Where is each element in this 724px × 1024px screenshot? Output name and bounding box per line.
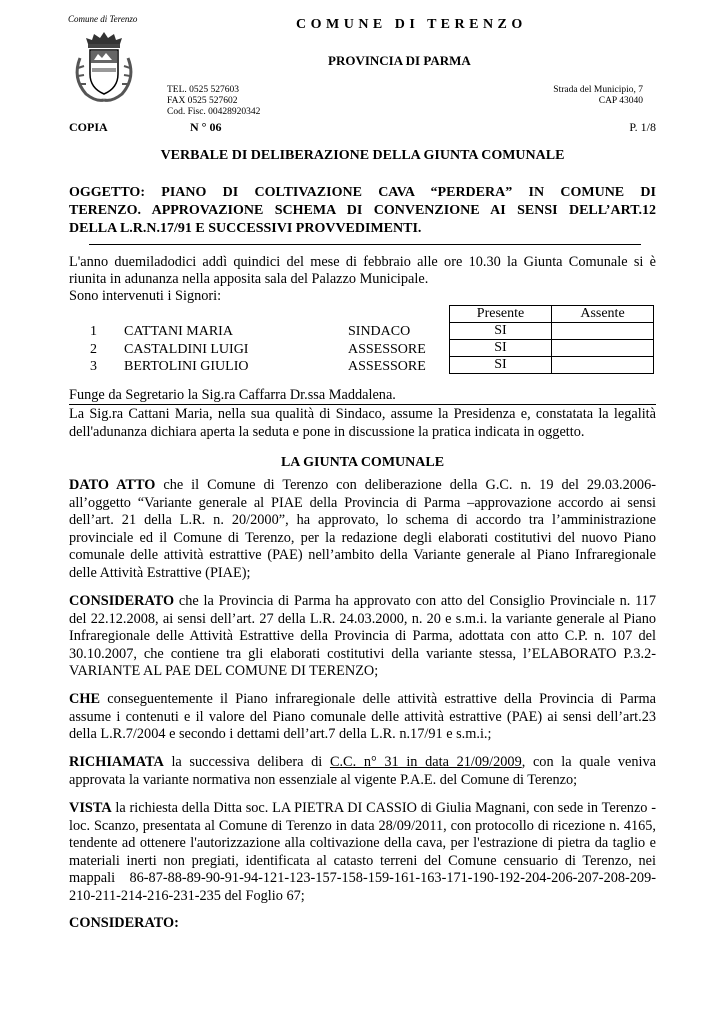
segretario-line: Funge da Segretario la Sig.ra Caffarra Dr.ssa Maddalena. xyxy=(69,387,396,403)
crest-script-label: Comune di Terenzo xyxy=(68,14,138,24)
member-3-presente: SI xyxy=(450,357,552,374)
member-2-assente xyxy=(552,340,654,357)
col-assente-header: Assente xyxy=(552,306,654,323)
paragraph-che xyxy=(69,691,656,744)
oggetto-line-1: OGGETTO: PIANO DI COLTIVAZIONE CAVA “PERDERA” IN COMUNE DI xyxy=(69,185,656,200)
delibera-number: N ° 06 xyxy=(190,120,222,134)
member-3-name: BERTOLINI GIULIO xyxy=(124,359,249,374)
member-3-role: ASSESSORE xyxy=(348,359,426,374)
intro-line-3: Sono intervenuti i Signori: xyxy=(69,288,222,304)
provincia-title: PROVINCIA DI PARMA xyxy=(328,53,471,68)
member-1-assente xyxy=(552,323,654,340)
member-2-role: ASSESSORE xyxy=(348,342,426,357)
che-text: conseguentemente il Piano infraregionale delle attività estrattive della Provincia di Parma assume i contenuti e il valore del Piano comunale delle attività estrattive (PAE) ai sensi dell’art.23 della L.R.7/2004 e secondo i dettami dell’art.7 della L.R. n.17/91 e s.m.i.; xyxy=(69,691,656,742)
intro-line-1: L'anno duemiladodici addì quindici del mese di febbraio alle ore 10.30 la Giunta Comunale si è xyxy=(69,254,656,270)
considerato-text: che la Provincia di Parma ha approvato con atto del Consiglio Provinciale n. 117 del 22.12.2008, ai sensi dell’art. 27 della L.R. 24.03.2000, n. 20 e s.m.i. la variante generale al Piano Infraregionale delle Attività Estrattive della Provincia di Parma, adottata con atto C.P. n. 107 del 30.10.2007, che contiene tra gli elaborati costitutivi della variante stessa, l’ELABORATO P.3.2-VARIANTE AL PAE DEL COMUNE DI TERENZO; xyxy=(69,593,656,679)
richiamata-pre: la successiva delibera di xyxy=(163,754,330,770)
che-lead: CHE xyxy=(69,691,100,707)
dato-atto-text: che il Comune di Terenzo con deliberazione della G.C. n. 19 del 29.03.2006-all’oggetto “Variante generale al PIAE della Provincia di Parma –approvazione accordo ai sensi dell’art. 21 della L.R. n. 20/2000”, ha approvato, lo schema di accordo tra l’amministrazione provinciale ed il Comune di Terenzo, per la redazione degli elaborati costitutivi del nuovo Piano comunale delle attività estrattive (PAE) nell’ambito della Variante generale al Piano Infraregionale delle Attività Estrattive (PIAE); xyxy=(69,477,656,581)
considerato-final-lead: CONSIDERATO: xyxy=(69,915,179,931)
member-1-role: SINDACO xyxy=(348,324,411,339)
dato-atto-lead: DATO ATTO xyxy=(69,477,156,493)
paragraph-dato-atto xyxy=(69,477,656,582)
considerato-lead: CONSIDERATO xyxy=(69,593,175,609)
municipal-crest-icon xyxy=(68,28,140,106)
presidenza-line-1: La Sig.ra Cattani Maria, nella sua qualità di Sindaco, assume la Presidenza e, constatata la legalità xyxy=(69,406,656,422)
vista-text: la richiesta della Ditta soc. LA PIETRA DI CASSIO di Giulia Magnani, con sede in Terenzo - loc. Scanzo, presentata al Comune di Terenzo in data 28/09/2011, con protocollo di ricezione n. 4165, tendente ad ottenere l'autorizzazione alla coltivazione della cava, per l'estrazione di pietra da taglio e materiali inerti non pregiati, identificata al catasto terreni del Comune censuario di Terenzo, nei mappali 86-87-88-89-90-91-94-121-123-157-158-159-161-163-171-190-192-204-206-207-208-209-210-211-214-216-231-235 del Foglio 67; xyxy=(69,800,656,904)
oggetto-divider xyxy=(89,244,641,245)
fax-number: FAX 0525 527602 xyxy=(167,96,238,106)
richiamata-lead: RICHIAMATA xyxy=(69,754,164,770)
giunta-heading: LA GIUNTA COMUNALE xyxy=(280,455,445,470)
member-1-number: 1 xyxy=(90,324,97,339)
oggetto-line-3: DELLA L.R.N.17/91 E SUCCESSIVI PROVVEDIMENTI. xyxy=(69,221,422,236)
member-3-number: 3 xyxy=(90,359,97,374)
vista-lead: VISTA xyxy=(69,800,112,816)
address-cap: CAP 43040 xyxy=(598,96,643,106)
attendance-table xyxy=(449,305,654,374)
segretario-divider xyxy=(69,404,656,405)
document-title: VERBALE DI DELIBERAZIONE DELLA GIUNTA COMUNALE xyxy=(160,148,565,163)
member-2-presente: SI xyxy=(450,340,552,357)
member-3-assente xyxy=(552,357,654,374)
paragraph-vista xyxy=(69,800,656,905)
intro-line-2: riunita in adunanza nella apposita sala del Palazzo Municipale. xyxy=(69,271,429,287)
paragraph-richiamata xyxy=(69,754,656,789)
col-presente-header: Presente xyxy=(450,306,552,323)
paragraph-considerato xyxy=(69,593,656,681)
member-2-number: 2 xyxy=(90,342,97,357)
richiamata-post: , con la quale veniva approvata la variante normativa non essenziale al vigente P.A.E. del Comune di Terenzo; xyxy=(69,754,656,788)
presidenza-line-2: dell'adunanza dichiara aperta la seduta e pone in discussione la pratica indicata in oggetto. xyxy=(69,424,585,440)
copia-label: COPIA xyxy=(69,120,108,134)
oggetto-line-2: TERENZO. APPROVAZIONE SCHEMA DI CONVENZIONE AI SENSI DELL’ART.12 xyxy=(69,203,656,218)
tel-number: TEL. 0525 527603 xyxy=(167,85,240,95)
fiscal-code: Cod. Fisc. 00428920342 xyxy=(167,107,261,117)
member-1-presente: SI xyxy=(450,323,552,340)
member-1-name: CATTANI MARIA xyxy=(124,324,233,339)
comune-title: C O M U N E D I T E R E N Z O xyxy=(296,17,523,32)
delibera-cc-reference: C.C. n° 31 in data 21/09/2009 xyxy=(329,754,522,770)
address-street: Strada del Municipio, 7 xyxy=(553,85,643,95)
member-2-name: CASTALDINI LUIGI xyxy=(124,342,249,357)
paragraph-considerato-final xyxy=(69,915,656,933)
page-number: P. 1/8 xyxy=(629,120,656,134)
